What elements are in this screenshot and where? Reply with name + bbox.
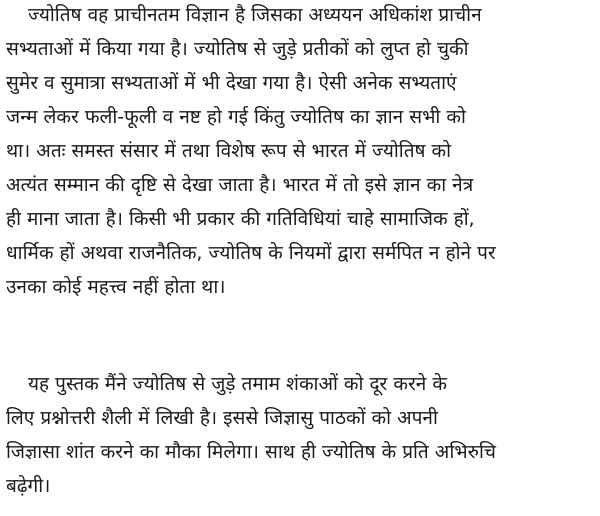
paragraph-line: सुमेर व सुमात्रा सभ्यताओं में भी देखा गया है। ऐसी अनेक सभ्यताएं [6,72,457,94]
paragraph-line: बढ़ेगी। [6,475,51,497]
paragraph-line: जिज्ञासा शांत करने का मौका मिलेगा। साथ ही ज्योतिष के प्रति अभिरुचि [6,441,496,463]
paragraph-line: ज्योतिष वह प्राचीनतम विज्ञान है जिसका अध्ययन अधिकांश प्राचीन [28,4,482,26]
paragraph-line: था। अतः समस्त संसार में तथा विशेष रूप से भारत में ज्योतिष को [6,140,452,162]
paragraph-line: उनका कोई महत्त्व नहीं होता था। [6,276,226,298]
paragraph-line: अत्यंत सम्मान की दृष्टि से देखा जाता है। भारत में तो इसे ज्ञान का नेत्र [6,174,474,196]
paragraph-line: यह पुस्तक मैंने ज्योतिष से जुड़े तमाम शंकाओं को दूर करने के [28,373,447,395]
paragraph-line: जन्म लेकर फली-फूली व नष्ट हो गई किंतु ज्योतिष का ज्ञान सभी को [6,106,466,128]
paragraph-line: सभ्यताओं में किया गया है। ज्योतिष से जुड़े प्रतीकों को लुप्त हो चुकी [6,38,469,60]
paragraph-line: ही माना जाता है। किसी भी प्रकार की गतिविधियां चाहे सामाजिक हों, [6,208,475,230]
paragraph-line: लिए प्रश्नोत्तरी शैली में लिखी है। इससे जिज्ञासु पाठकों को अपनी [6,407,438,429]
paragraph-line: धार्मिक हों अथवा राजनैतिक, ज्योतिष के नियमों द्वारा सर्मपित न होने पर [6,242,496,264]
